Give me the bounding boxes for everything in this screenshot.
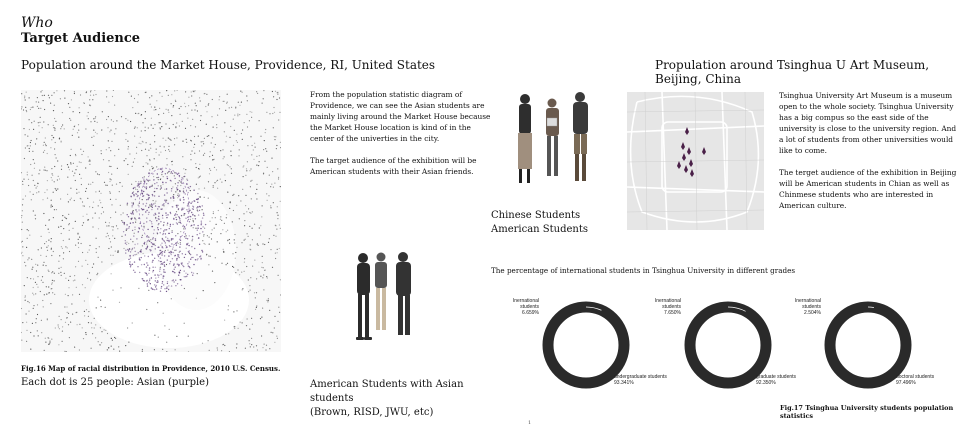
slice-value: 97.496% <box>896 380 916 386</box>
donut-slice-majority <box>690 307 766 383</box>
map-caption: Fig.16 Map of racial distribution in Providence, 2010 U.S. Census. <box>21 364 281 373</box>
slice-name: graduate students <box>756 374 797 380</box>
american-students-caption <box>310 378 500 420</box>
slice-value: 92.350% <box>756 380 776 386</box>
chart-caption: Fig.17 Tsinghua University students population statistics <box>780 404 954 420</box>
slice-value: 7.650% <box>664 310 681 316</box>
grade-label <box>896 374 934 386</box>
international-label <box>495 298 539 316</box>
american-asian-students-photo <box>348 248 423 348</box>
chinese-students-label: Chinese Students <box>491 210 581 221</box>
chart-title: The percentage of international students in Tsinghua University in different grades <box>491 266 796 275</box>
section-kicker: Who <box>21 15 53 31</box>
beijing-map <box>627 92 764 230</box>
slice-name: undergraduate students <box>614 374 667 380</box>
caption-line-1: American Students with Asian students <box>310 379 464 404</box>
students-label <box>491 209 588 237</box>
providence-description <box>310 89 495 177</box>
beijing-paragraph-2: The terget audience of the exhibition in Beijing will be American students in Chian as well as Chinmese students who are interested in American culture. <box>779 168 957 210</box>
providence-dot-map <box>21 90 281 352</box>
beijing-heading: Propulation around Tsinghua U Art Museum, Beijing, China <box>655 58 930 86</box>
dot-legend: Each dot is 25 people: Asian (purple) <box>21 377 209 388</box>
providence-heading: Population around the Market House, Providence, RI, United States <box>21 58 436 72</box>
slice-value: 2.504% <box>804 310 821 316</box>
international-label <box>637 298 681 316</box>
chinese-students-photo <box>510 90 605 188</box>
beijing-map-graphic <box>627 92 764 230</box>
american-students-label: American Students <box>491 224 589 235</box>
grade-label <box>756 374 796 386</box>
slice-name: doctoral students <box>896 374 935 380</box>
slice-name: Inernational students <box>654 298 681 310</box>
international-label <box>777 298 821 316</box>
slice-value: 6.659% <box>522 310 539 316</box>
providence-paragraph-2: The target audience of the exhibition will be American students with their Asian friends. <box>310 156 477 176</box>
page-title: Target Audience <box>21 31 141 46</box>
slice-name: Inernational students <box>512 298 539 310</box>
dot-map-graphic <box>21 90 281 352</box>
slice-name: Inernational students <box>794 298 821 310</box>
donut-slice-majority <box>830 307 906 383</box>
providence-paragraph-1: From the population statistic diagram of Providence, we can see the Asian students are mainly living around the Market House because the Market House location is kind of in the center of the univerties in the city. <box>310 90 491 143</box>
beijing-description <box>779 90 959 211</box>
page-number: 1 <box>528 420 532 426</box>
donut-slice-majority <box>548 307 624 383</box>
caption-line-2: (Brown, RISD, JWU, etc) <box>310 407 434 418</box>
grade-label <box>614 374 667 386</box>
beijing-paragraph-1: Tsinghua University Art Museum is a museum open to the whole society. Tsinghua University has a big compus so the east side of the university is close to the university region. And a lot of students from other universities would like to come. <box>779 91 957 155</box>
slice-value: 93.341% <box>614 380 634 386</box>
